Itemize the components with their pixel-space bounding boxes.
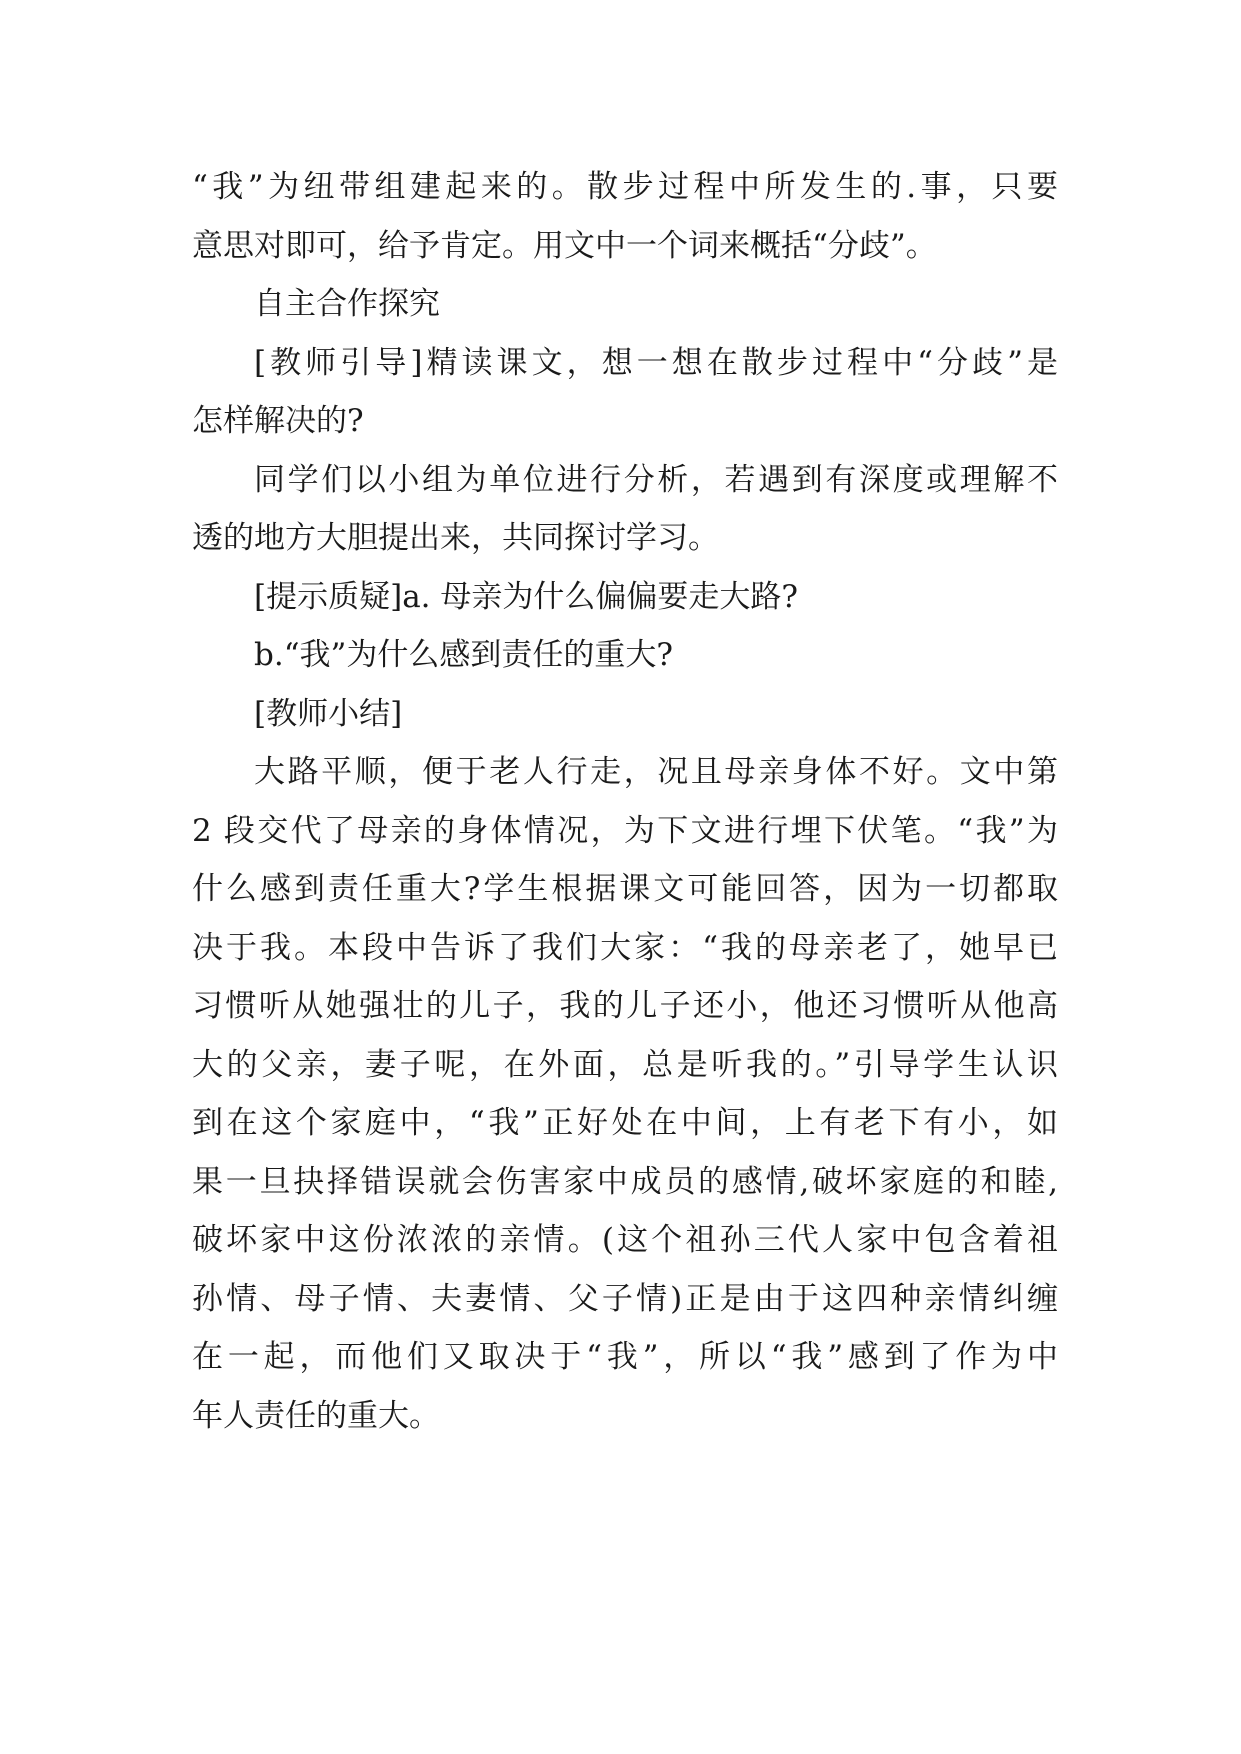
text-line: 年人责任的重大。: [192, 1397, 440, 1434]
text-line: 怎样解决的?: [192, 403, 364, 439]
body-text: [192, 158, 1058, 1445]
text-line: 到在这个家庭中，“我”正好处在中间，上有老下有小，如: [192, 1105, 1058, 1141]
text-line: 2 段交代了母亲的身体情况，为下文进行埋下伏笔。“我”为: [192, 812, 1058, 849]
text-line: b.“我”为什么感到责任的重大?: [254, 637, 674, 673]
text-line: 破坏家中这份浓浓的亲情。(这个祖孙三代人家中包含着祖: [192, 1222, 1058, 1258]
text-line: 孙情、母子情、夫妻情、父子情)正是由于这四种亲情纠缠: [192, 1280, 1058, 1317]
text-line: [教师小结]: [254, 695, 403, 732]
text-line: 透的地方大胆提出来，共同探讨学习。: [192, 520, 719, 556]
text-line: [教师引导]精读课文，想一想在散步过程中“分歧”是: [254, 344, 1058, 381]
text-line: “我”为纽带组建起来的。散步过程中所发生的.事，只要: [192, 169, 1058, 205]
text-line: 同学们以小组为单位进行分析，若遇到有深度或理解不: [254, 461, 1058, 498]
text-line: 习惯听从她强壮的儿子，我的儿子还小，他还习惯听从他高: [192, 988, 1058, 1024]
text-line: 在一起，而他们又取决于“我”，所以“我”感到了作为中: [192, 1339, 1058, 1375]
text-line: 大的父亲，妻子呢，在外面，总是听我的。”引导学生认识: [192, 1046, 1058, 1083]
text-line: 决于我。本段中告诉了我们大家：“我的母亲老了，她早已: [192, 929, 1058, 966]
text-line: 什么感到责任重大?学生根据课文可能回答，因为一切都取: [192, 871, 1058, 907]
text-line: 意思对即可，给予肯定。用文中一个词来概括“分歧”。: [192, 227, 937, 264]
text-line: 大路平顺，便于老人行走，况且母亲身体不好。文中第: [254, 754, 1058, 790]
text-line: [提示质疑]a. 母亲为什么偏偏要走大路?: [254, 578, 798, 615]
section-heading: 自主合作探究: [254, 286, 440, 322]
text-line: 果一旦抉择错误就会伤害家中成员的感情,破坏家庭的和睦,: [192, 1163, 1058, 1200]
